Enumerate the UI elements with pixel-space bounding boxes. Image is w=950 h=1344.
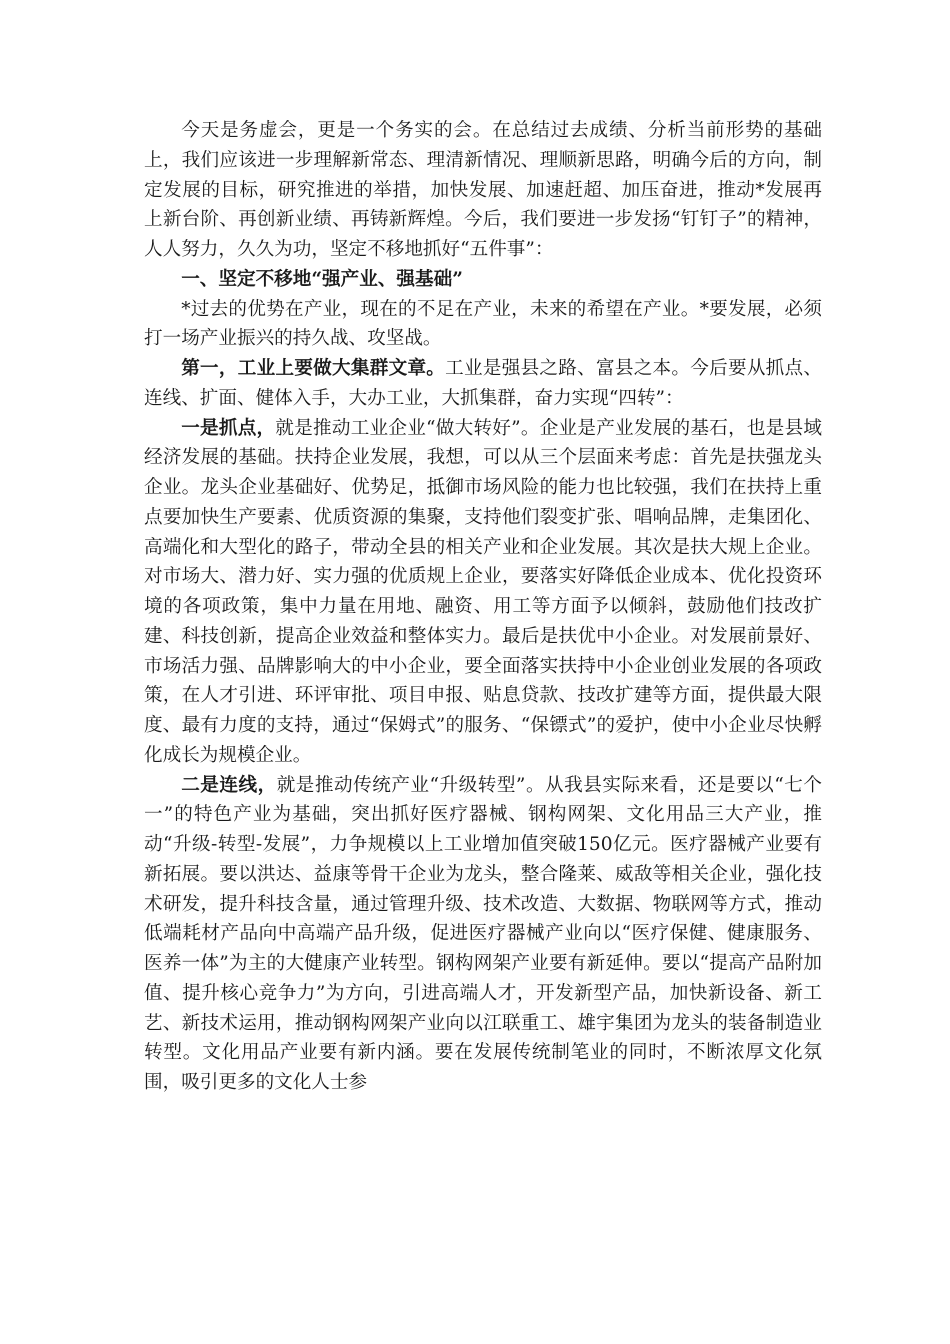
- grab-points-lead: 一是抓点，: [181, 417, 276, 439]
- document-body: [144, 116, 822, 1098]
- paragraph-intro: 今天是务虚会，更是一个务实的会。在总结过去成绩、分析当前形势的基础上，我们应该进一步理解新常态、理清新情况、理顺新思路，明确今后的方向，制定发展的目标，研究推进的举措，加快发展、加速赶超、加压奋进，推动*发展再上新台阶、再创新业绩、再铸新辉煌。今后，我们要进一步发扬“钉钉子”的精神，人人努力，久久为功，坚定不移地抓好“五件事”：: [144, 120, 822, 260]
- paragraph-connect-lines: [144, 771, 822, 1098]
- first-point-lead: 第一，工业上要做大集群文章。: [181, 358, 446, 379]
- connect-lines-lead: 二是连线，: [181, 774, 277, 796]
- grab-points-text: 就是推动工业企业“做大转好”。企业是产业发展的基石，也是县域经济发展的基础。扶持企业发展，我想，可以从三个层面来考虑：首先是扶强龙头企业。龙头企业基础好、优势足，抵御市场风险的能力也比较强，我们在扶持上重点要加快生产要素、优质资源的集聚，支持他们裂变扩张、唱响品牌，走集团化、高端化和大型化的路子，带动全县的相关产业和企业发展。其次是扶大规上企业。对市场大、潜力好、实力强的优质规上企业，要落实好降低企业成本、优化投资环境的各项政策，集中力量在用地、融资、用工等方面予以倾斜，鼓励他们技改扩建、科技创新，提高企业效益和整体实力。最后是扶优中小企业。对发展前景好、市场活力强、品牌影响大的中小企业，要全面落实扶持中小企业创业发展的各项政策，在人才引进、环评审批、项目申报、贴息贷款、技改扩建等方面，提供最大限度、最有力度的支持，通过“保姆式”的服务、“保镖式”的爱护，使中小企业尽快孵化成长为规模企业。: [144, 417, 822, 766]
- paragraph-grab-points: [144, 414, 822, 771]
- connect-lines-text: 就是推动传统产业“升级转型”。从我县实际来看，还是要以“七个一”的特色产业为基础，突出抓好医疗器械、钢构网架、文化用品三大产业，推动“升级-转型-发展”，力争规模以上工业增加值突破150亿元。医疗器械产业要有新拓展。要以洪达、益康等骨干企业为龙头，整合隆莱、威敌等相关企业，强化技术研发，提升科技含量，通过管理升级、技术改造、大数据、物联网等方式，推动低端耗材产品向中高端产品升级，促进医疗器械产业向以“医疗保健、健康服务、医养一体”为主的大健康产业转型。钢构网架产业要有新延伸。要以“提高产品附加值、提升核心竞争力”为方向，引进高端人才，开发新型产品，加快新设备、新工艺、新技术运用，推动钢构网架产业向以江联重工、雄宇集团为龙头的装备制造业转型。文化用品产业要有新内涵。要在发展传统制笔业的同时，不断浓厚文化氛围，吸引更多的文化人士参: [144, 774, 822, 1093]
- section-heading-1: 一、坚定不移地“强产业、强基础”: [181, 268, 463, 290]
- paragraph-first-point: [144, 354, 822, 414]
- paragraph-industry-summary: *过去的优势在产业，现在的不足在产业，未来的希望在产业。*要发展，必须打一场产业振兴的持久战、攻坚战。: [144, 298, 822, 350]
- first-point-text: 工业是强县之路、富县之本。今后要从抓点、连线、扩面、健体入手，大办工业，大抓集群，奋力实现“四转”：: [144, 358, 822, 409]
